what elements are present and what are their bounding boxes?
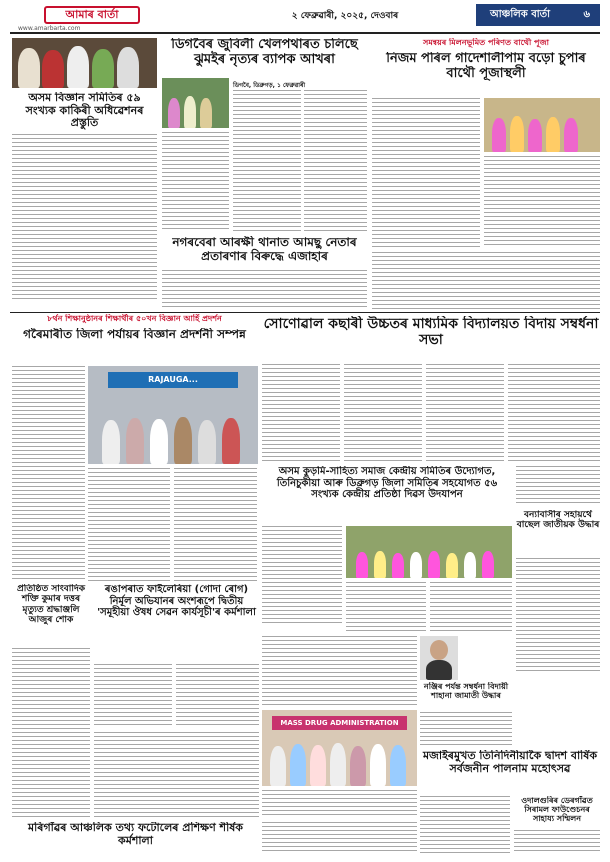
relief-headline: বন্যাবাসীৰ সহায়ৰ্থে বাছেল জাতীয়ক উদ্ধাৰ xyxy=(516,510,600,531)
farewell-body-col2 xyxy=(344,364,422,462)
workshop-body-col2 xyxy=(176,664,259,728)
kurmi-body-col3 xyxy=(430,582,512,632)
goalpara-headline: গৰৈমাৰীত জিলা পৰ্যায়ৰ বিজ্ঞান প্ৰদৰ্শনী সম্পন্ন xyxy=(23,328,246,341)
farewell-body-col4 xyxy=(508,364,600,462)
section-label: আঞ্চলিক বাৰ্তা xyxy=(490,9,551,20)
workshop-banner: MASS DRUG ADMINISTRATION xyxy=(272,716,407,730)
farewell-body-col1 xyxy=(262,364,340,462)
masthead xyxy=(0,0,610,34)
puja-photo xyxy=(484,98,600,152)
festival-headline-box: মজাইৰমুখত তিনিদিনীয়াকৈ দ্বাদশ বাৰ্ষিক সৰ্বজনীন পালনাম মহোৎসৱ xyxy=(422,750,598,775)
workshop-photo xyxy=(262,710,417,786)
kurmi-body-col2 xyxy=(346,582,426,632)
goalpara-body-col3 xyxy=(174,468,257,581)
obituary1-body xyxy=(12,648,90,818)
festival-body-col xyxy=(420,796,510,854)
donation-body xyxy=(514,830,600,854)
puja-headline: নিজম পৰিল গাদেশালীপাম বড়ো চুপাৰ বাথৌ পূজাস্থলী xyxy=(386,52,586,81)
kurmi-photo xyxy=(346,526,512,578)
workshop-headline: ৰঙাপৰাত ফাইলেৰিয়া (গোদা ৰোগ) নিৰ্মূল অভিযানৰ অংশৰূপে দ্বিতীয় 'সমূহীয়া ঔষধ সেৱন কাৰ্যসূচী'ৰ কৰ্মশালা xyxy=(97,584,256,618)
section-label-box xyxy=(476,4,600,26)
science-club-headline: অসম বিজ্ঞান সমিতিৰ ৫৯ সংখ্যক কাকিৰী অধিৱেশনৰ প্ৰস্তুতি xyxy=(25,92,144,130)
obituary2-body xyxy=(420,712,512,746)
goalpara-body-col2 xyxy=(88,468,170,581)
relief-body xyxy=(516,558,600,674)
masthead-rule xyxy=(10,32,600,34)
puja-body-col1 xyxy=(372,98,480,248)
relief-top-body xyxy=(516,466,600,506)
dance-body-col2 xyxy=(233,90,301,232)
dance-photo xyxy=(162,78,229,128)
dance-headline: ডিগবৈৰ জুবিলী খেলপথাৰত চলিছে ঝুমইৰ নৃত্যৰ ব্যাপক আখৰা xyxy=(171,38,358,67)
date-line: ২ ফেব্ৰুৱাৰী, ২০২৫, দেওবাৰ xyxy=(291,11,399,21)
donation-headline: ওদালগুৰিৰ ডেৰগাঁৱত সিৰামল ফাউণ্ডেচনৰ সাহায্য সম্মিলন xyxy=(521,796,593,824)
puja-body-col2 xyxy=(484,156,600,248)
exhibition-photo xyxy=(88,366,258,464)
section-rule xyxy=(10,312,600,313)
science-club-body xyxy=(12,134,157,302)
police-headline: নগৰবেৰা আৰক্ষী থানাত আমছু নেতাৰ প্ৰতাৰণাৰ বিৰুদ্ধে এজাহাৰ xyxy=(172,236,357,263)
exhibition-banner: RAJAUGA... xyxy=(108,372,238,388)
training-headline: মৰিগাঁৱৰ আঞ্চলিক তথ্য ফটোলেৰ প্ৰশিক্ষণ শীৰ্ষক কৰ্মশালা xyxy=(28,822,243,847)
obituary2-headline: নঞ্জিৰ পৰ্যন্ত সম্বৰ্ধনা বিদায়ী শাহানা জামাতী উদ্ধাৰ xyxy=(423,682,509,701)
page-number: ৬ xyxy=(583,9,590,20)
puja-kicker: সমন্বয়ৰ মিলনভূমিত পৰিণত বাথৌ পূজা xyxy=(423,38,549,47)
science-club-photo xyxy=(12,38,157,88)
workshop-body-col4 xyxy=(262,790,417,818)
obituary1-headline: প্ৰতিষ্ঠিত সাংবাদিক শক্তি কুমাৰ দত্তৰ মৃত্যুত শ্ৰদ্ধাঞ্জলি আজুৰ শোক xyxy=(16,584,86,626)
dance-body-col3 xyxy=(304,90,367,232)
goalpara-kicker: ৮ৰ্থন শিক্ষানুষ্ঠানৰ শিক্ষাৰ্থীৰ ৫০খন বিজ্ঞান আৰ্হি প্ৰদৰ্শন xyxy=(47,314,222,323)
dance-body-col1 xyxy=(162,132,229,232)
police-body xyxy=(162,270,367,310)
website-text: www.amarbarta.com xyxy=(18,25,81,32)
dance-dateline: ডিগবৈ, ডিব্ৰুগড়, ১ ফেব্ৰুৱাৰী xyxy=(233,82,306,89)
newspaper-logo: আমাৰ বাৰ্তা xyxy=(44,6,140,24)
goalpara-body-col1 xyxy=(12,366,85,581)
obituary2-portrait xyxy=(420,636,458,680)
kurmi-headline: অসম কুড়মি-সাহিত্য সমাজ কেন্দ্ৰীয় সমিতিৰ উদ্যোগত, তিনিচুকীয়া আৰু ডিব্ৰুগড় জিলা সমিতিৰ সহযোগত ৫৬ সংখ্যক কেন্দ্ৰীয় প্ৰতিষ্ঠা দিৱস উদযাপন xyxy=(276,466,498,500)
farewell-headline: সোণোৱাল কছাৰী উচ্চতৰ মাধ্যমিক বিদ্যালয়ত বিদায় সম্বৰ্ধনা সভা xyxy=(263,316,599,349)
workshop-body-wide xyxy=(262,636,417,706)
farewell-body-col3 xyxy=(426,364,504,462)
workshop-body-col1 xyxy=(94,664,172,728)
puja-body-col3 xyxy=(372,252,600,310)
kurmi-body-col1 xyxy=(262,526,342,626)
workshop-body-col3 xyxy=(94,732,259,818)
training-body xyxy=(262,822,417,854)
